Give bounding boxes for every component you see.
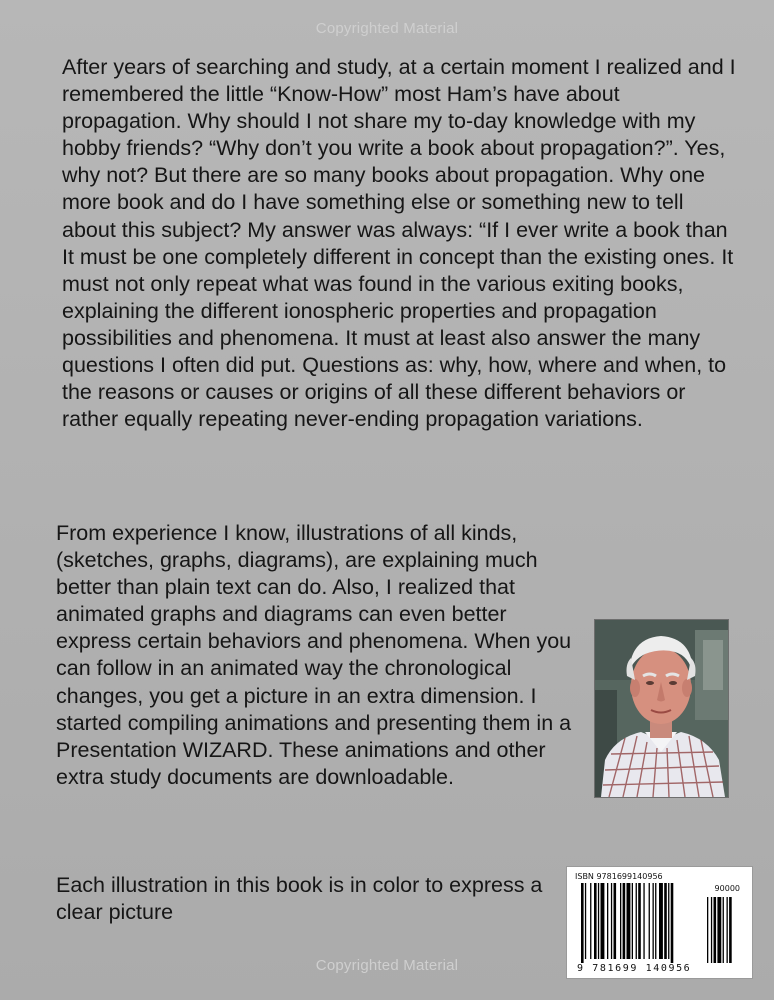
paragraph-intro: After years of searching and study, at a certain moment I realized and I remembered the little “Know-How” most Ham’s have about propagation. Why should I not share my to-day knowledge with my hobby friends? “Why don’t you write a book about propagation?”. Yes, why not? But there are so many books about propagation. Why one more book and do I have something else or something new to tell about this subject? My answer was always: “If I ever write a book than It must be one completely different in concept than the existing ones. It must not only repeat what was found in the various exiting books, explaining the different ionospheric properties and propagation possibilities and phenomena. It must at least also answer the many questions I often did put. Questions as: why, how, where and when, to the reasons or causes or origins of all these different behaviors or rather equally repeating never-ending propagation variations. — [62, 55, 736, 432]
barcode-digits: 9 781699 140956 — [577, 963, 692, 974]
paragraph-illustrations: From experience I know, illustrations of all kinds, (sketches, graphs, diagrams), are explaining much better than plain text can do. Also, I realized that animated graphs and diagrams can even better express certain behaviors and phenomena. When you can follow in an animated way the chronological changes, you get a picture in an extra dimension. I started compiling animations and presenting them in a Presentation WIZARD. These animations and other extra study documents are downloadable. — [56, 521, 572, 789]
watermark-bottom: Copyrighted Material — [315, 957, 459, 974]
watermark-top: Copyrighted Material — [315, 20, 459, 37]
isbn-label: ISBN 9781699140956 — [575, 872, 663, 881]
price-code: 90000 — [714, 884, 740, 893]
paragraph-color-note: Each illustration in this book is in color to express a clear picture — [56, 873, 543, 925]
author-photo — [594, 619, 729, 798]
